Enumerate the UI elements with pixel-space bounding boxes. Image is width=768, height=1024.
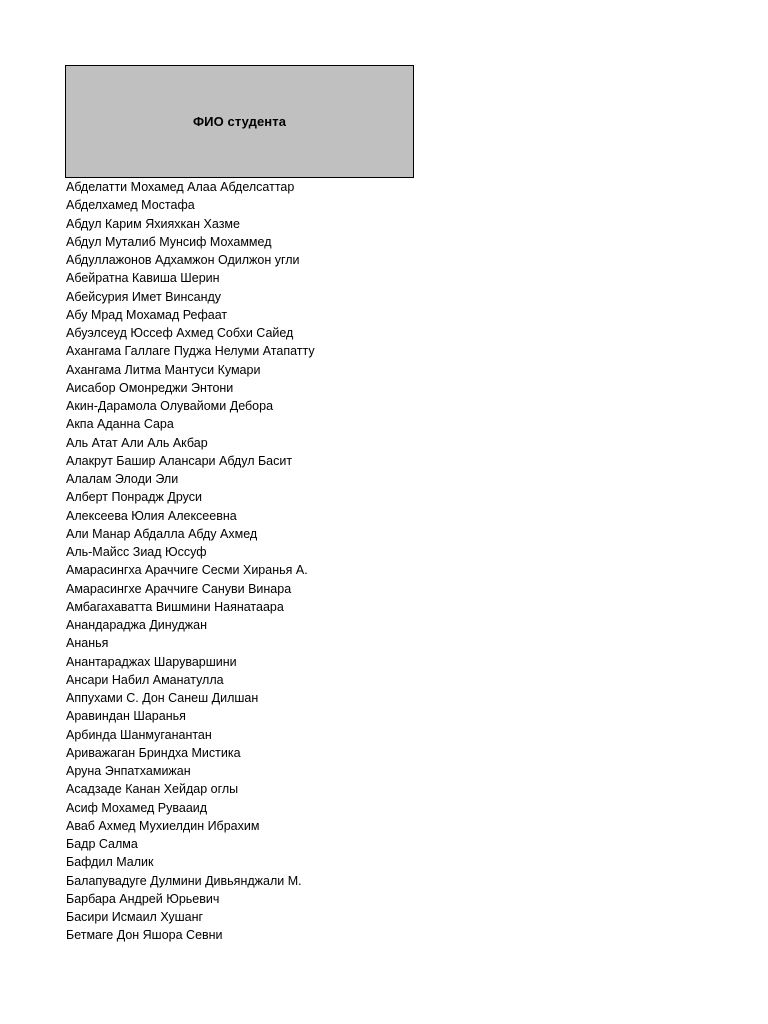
- student-name-cell[interactable]: Амарасингха Араччиге Сесми Хиранья А.: [66, 563, 308, 578]
- student-name-cell[interactable]: Аруна Энпатхамижан: [66, 764, 191, 778]
- student-name-cell[interactable]: Абделхамед Мостафа: [66, 198, 195, 213]
- student-name-cell[interactable]: Аль-Майсс Зиад Юссуф: [66, 545, 207, 559]
- student-name-cell[interactable]: Аравиндан Шаранья: [66, 709, 186, 724]
- student-name-cell[interactable]: Али Манар Абдалла Абду Ахмед: [66, 526, 258, 541]
- student-name-cell[interactable]: Абуэлсеуд Юссеф Ахмед Собхи Сайед: [66, 326, 294, 340]
- student-name-cell[interactable]: Ананья: [66, 636, 109, 651]
- student-name-cell[interactable]: Анантараджах Шаруваршини: [66, 654, 237, 669]
- student-name-cell[interactable]: Асиф Мохамед Рувааид: [66, 800, 208, 815]
- student-name-cell[interactable]: Аппухами С. Дон Санеш Дилшан: [66, 691, 259, 705]
- student-name-cell[interactable]: Абделатти Мохамед Алаа Абделсаттар: [66, 180, 295, 194]
- header-cell[interactable]: [65, 65, 414, 178]
- student-name-cell[interactable]: Барбара Андрей Юрьевич: [66, 891, 220, 906]
- student-name-cell[interactable]: Абдул Муталиб Мунсиф Мохаммед: [66, 234, 272, 249]
- student-name-cell[interactable]: Бетмаге Дон Яшора Севни: [66, 928, 223, 943]
- student-name-cell[interactable]: Алберт Понрадж Друси: [66, 490, 202, 505]
- student-name-cell[interactable]: Аисабор Омонреджи Энтони: [66, 380, 234, 395]
- student-table: [65, 65, 414, 945]
- student-name-cell[interactable]: Балапувадуге Дулмини Дивьянджали М.: [66, 873, 302, 888]
- student-name-cell[interactable]: Акин-Дарамола Олувайоми Дебора: [66, 399, 274, 413]
- student-name-cell[interactable]: Аваб Ахмед Мухиелдин Ибрахим: [66, 818, 260, 833]
- student-name-list: [65, 178, 414, 945]
- student-name-cell[interactable]: Арбинда Шанмуганантан: [66, 727, 212, 742]
- student-name-cell[interactable]: Абдул Карим Яхияхкан Хазме: [66, 216, 240, 231]
- student-name-cell[interactable]: Бадр Салма: [66, 837, 138, 851]
- student-name-cell[interactable]: Анандараджа Динуджан: [66, 618, 208, 632]
- student-name-cell[interactable]: Алексеева Юлия Алексеевна: [66, 508, 237, 523]
- student-name-cell[interactable]: Абдуллажонов Адхамжон Одилжон угли: [66, 253, 300, 267]
- student-name-cell[interactable]: Абейратна Кавиша Шерин: [66, 271, 220, 286]
- student-name-cell[interactable]: Акпа Аданна Сара: [66, 417, 174, 432]
- student-name-cell[interactable]: Бафдил Малик: [66, 855, 154, 870]
- student-name-cell[interactable]: Абейсурия Имет Винсанду: [66, 289, 222, 304]
- student-name-cell[interactable]: Аль Атат Али Аль Акбар: [66, 435, 208, 450]
- student-name-cell[interactable]: Басири Исмаил Хушанг: [66, 910, 204, 924]
- student-name-cell[interactable]: Алакрут Башир Алансари Абдул Басит: [66, 453, 293, 468]
- student-name-cell[interactable]: Амбагахаватта Вишмини Наянатаара: [66, 599, 284, 614]
- student-name-cell[interactable]: Амарасингхе Араччиге Сануви Винара: [66, 581, 292, 596]
- student-name-cell[interactable]: Ансари Набил Аманатулла: [66, 672, 224, 687]
- student-name-cell[interactable]: Абу Мрад Мохамад Рефаат: [66, 307, 228, 322]
- student-name-cell[interactable]: Ахангама Галлаге Пуджа Нелуми Атапатту: [66, 344, 315, 359]
- student-name-cell[interactable]: Ахангама Литма Мантуси Кумари: [66, 362, 261, 377]
- student-name-cell[interactable]: Ариважаган Бриндха Мистика: [66, 745, 241, 760]
- student-name-cell[interactable]: Асадзаде Канан Хейдар оглы: [66, 782, 239, 797]
- header-label: ФИО студента: [192, 114, 287, 129]
- student-name-cell[interactable]: Алалам Элоди Эли: [66, 472, 179, 486]
